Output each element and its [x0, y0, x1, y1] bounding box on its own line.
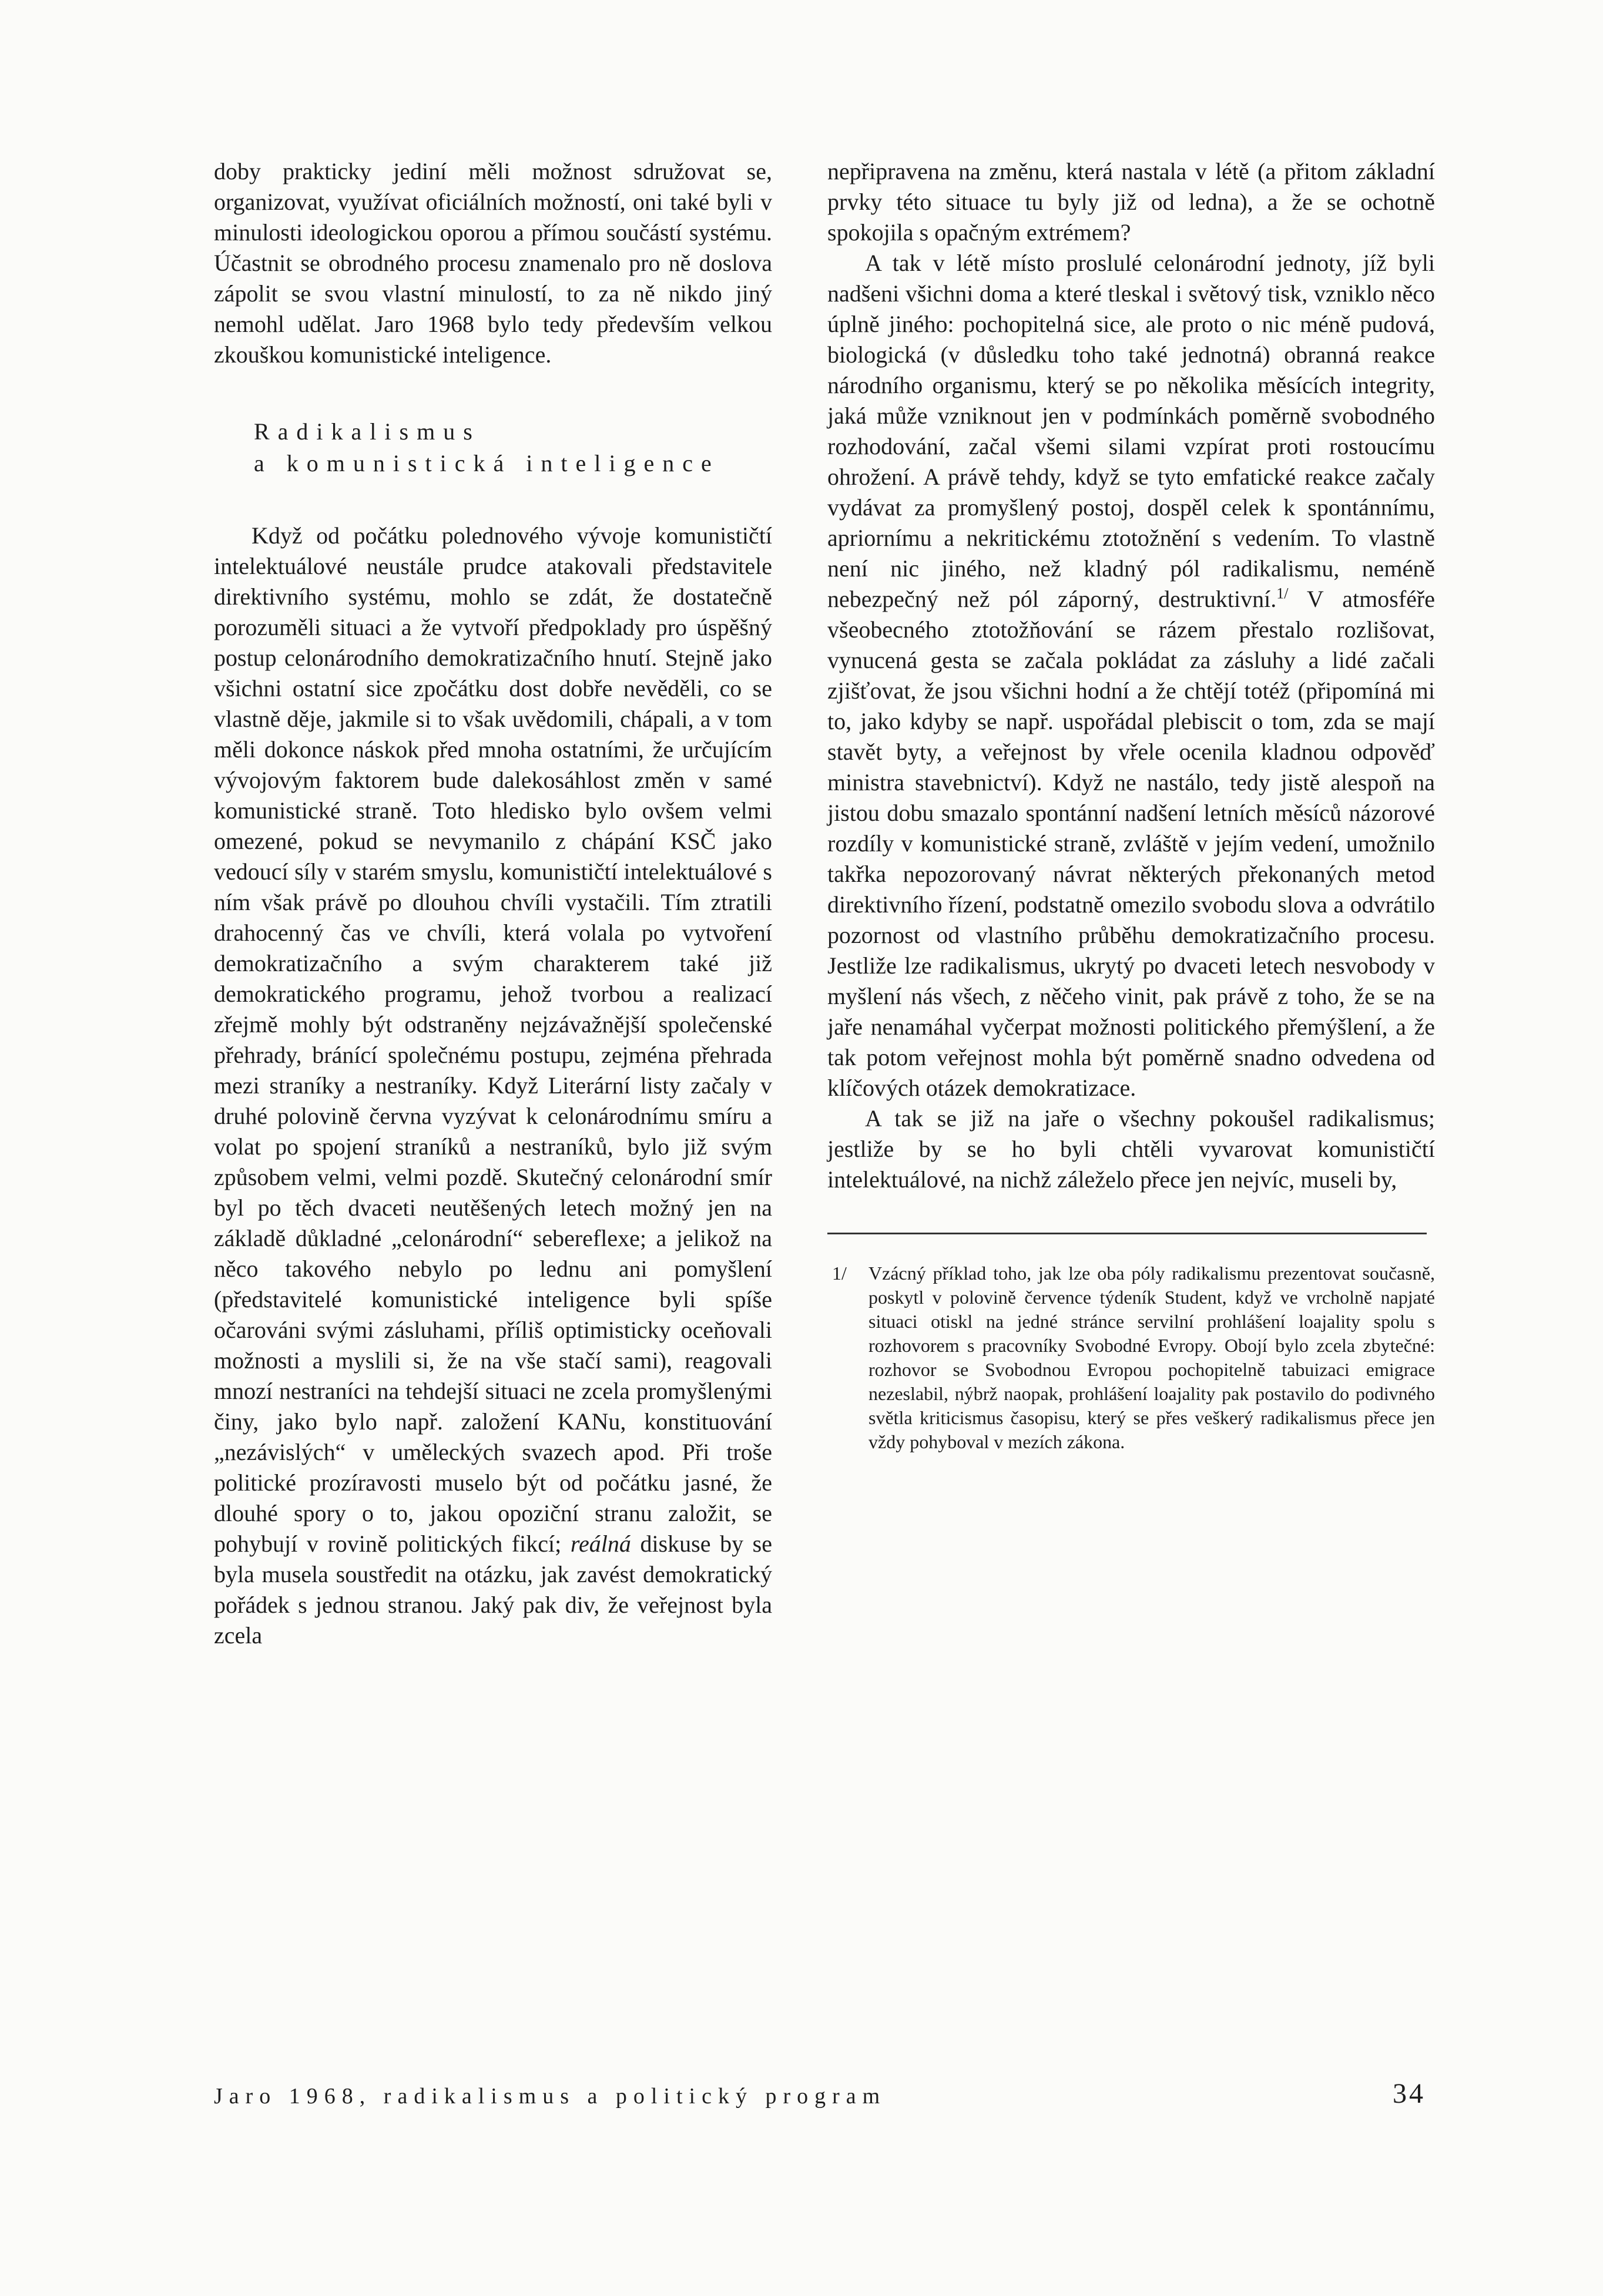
- section-heading-line-1: Radikalismus: [254, 418, 481, 445]
- section-heading-line-2: a komunistická inteligence: [254, 450, 720, 476]
- right-paragraph-2a: A tak v létě místo proslulé celonárodní jednoty, jíž byli nadšeni všichni doma a které tleskal i světový tisk, vzniklo něco úplně jiného: pochopitelná sice, ale proto o nic méně pudová, biologická (v důsledku toho také jednotná) obranná reakce národního organismu, který se po několika měsících integrity, jaká může vzniknout jen v podmínkách poměrně svobodného rozhodování, začal všemi silami vzpírat proti rostoucímu ohrožení. A právě tehdy, když se tyto emfatické reakce začaly vydávat za promyšlený postoj, dospěl celek k spontánnímu, apriornímu a nekritickému ztotožnění s vedením. To vlastně není nic jiného, než kladný pól radikalismu, neméně nebezpečný než pól záporný, destruktivní.: [827, 250, 1435, 612]
- page-number: 34: [1393, 2078, 1426, 2109]
- left-column: [214, 156, 772, 1651]
- left-paragraph-2: [214, 521, 772, 1651]
- footnote-divider: [827, 1233, 1427, 1234]
- right-paragraph-3: A tak se již na jaře o všechny pokoušel radikalismus; jestliže by se ho byli chtěli vyvarovat komunističtí intelektuálové, na nichž záleželo přece jen nejvíc, museli by,: [827, 1105, 1435, 1193]
- right-column: [827, 156, 1435, 1454]
- running-footer-title: Jaro 1968, radikalismus a politický program: [214, 2084, 887, 2109]
- footnote-mark: 1/: [832, 1263, 847, 1284]
- left-paragraph-1: doby prakticky jediní měli možnost sdružovat se, organizovat, využívat oficiálních možností, oni také byli v minulosti ideologickou oporou a přímou součástí systému. Účastnit se obrodného procesu znamenalo pro ně doslova zápolit se svou vlastní minulostí, to za ně nikdo jiný nemohl udělat. Jaro 1968 bylo tedy především velkou zkouškou komunistické inteligence.: [214, 158, 772, 368]
- footnote-reference: 1/: [1276, 585, 1289, 602]
- left-paragraph-2-tail: diskuse by se byla musela soustředit na otázku, jak zavést demokratický pořádek s jednou stranou. Jaký pak div, že veřejnost byla zcela: [214, 1530, 773, 1649]
- left-paragraph-2-italic: reálná: [570, 1530, 631, 1557]
- footnote-text: Vzácný příklad toho, jak lze oba póly radikalismu prezentovat současně, poskytl v polovině července týdeník Student, když ve vrcholně napjaté situaci otiskl na jedné stránce servilní prohlášení loajality spolu s rozhovorem s pracovníky Svobodné Evropy. Obojí bylo zcela zbytečné: rozhovor se Svobodnou Evropou pochopitelně tabuizaci emigrace nezeslabil, nýbrž naopak, prohlášení loajality pak postavilo do podivného světla kriticismus časopisu, který se přes veškerý radikalismus přece jen vždy pohyboval v mezích zákona.: [868, 1263, 1435, 1452]
- right-paragraph-2: [827, 248, 1435, 1103]
- section-heading: [254, 416, 772, 479]
- left-paragraph-2-text: Když od počátku polednového vývoje komunističtí intelektuálové neustále prudce atakovali představitele direktivního systému, mohlo se zdát, že dostatečně porozuměli situaci a že vytvoří předpoklady pro úspěšný postup celonárodního demokratizačního hnutí. Stejně jako všichni ostatní sice zpočátku dost dobře nevěděli, co se vlastně děje, jakmile si to však uvědomili, chápali, a v tom měli dokonce náskok před mnoha ostatními, že určujícím vývojovým faktorem bude dalekosáhlost změn v samé komunistické straně. Toto hledisko bylo ovšem velmi omezené, pokud se nevymanilo z chápání KSČ jako vedoucí síly v starém smyslu, komunističtí intelektuálové s ním však právě po dlouhou chvíli vystačili. Tím ztratili drahocenný čas ve chvíli, která volala po vytvoření demokratizačního a svým charakterem také již demokratického programu, jehož tvorbou a realizací zřejmě mohly být odstraněny nejzávažnější společenské přehrady, bránící společnému postupu, zejména přehrada mezi straníky a nestraníky. Když Literární listy začaly v druhé polovině června vyzývat k celonárodnímu smíru a volat po spojení straníků a nestraníků, bylo již svým způsobem velmi, velmi pozdě. Skutečný celonárodní smír byl po těch dvaceti neutěšených letech možný jen na základě důkladné „celonárodní“ sebereflexe; a jelikož na něco takového nebylo po lednu ani pomyšlení (představitelé komunistické inteligence byli spíše očarováni svými zásluhami, příliš optimisticky oceňovali možnosti a myslili si, že na vše stačí sami), reagovali mnozí nestraníci na tehdejší situaci ne zcela promyšlenými činy, jako bylo např. založení KANu, konstituování „nezávislých“ v uměleckých svazech apod. Při troše politické prozíravosti muselo být od počátku jasné, že dlouhé spory o to, jakou opoziční stranu založit, se pohybují v rovině politických fikcí;: [214, 522, 772, 1557]
- footnote: [827, 1261, 1435, 1454]
- right-paragraph-1: nepřipravena na změnu, která nastala v létě (a přitom základní prvky této situace tu byly již od ledna), a že se ochotně spokojila s opačným extrémem?: [827, 158, 1435, 246]
- right-paragraph-2b: V atmosféře všeobecného ztotožňování se rázem přestalo rozlišovat, vynucená gesta se začala pokládat za zásluhy a lidé začali zjišťovat, že jsou všichni hodní a že chtějí totéž (připomíná mi to, jako kdyby se např. uspořádal plebiscit o tom, zda se mají stavět byty, a veřejnost by vřele ocenila kladnou odpověď ministra stavebnictví). Když ne nastálo, tedy jistě alespoň na jistou dobu smazalo spontánní nadšení letních měsíců názorové rozdíly v komunistické straně, zvláště v jejím vedení, umožnilo takřka nepozorovaný návrat některých překonaných metod direktivního řízení, podstatně omezilo svobodu slova a odvrátilo pozornost od vlastního průběhu demokratizačního procesu. Jestliže lze radikalismus, ukrytý po dvaceti letech nesvobody v myšlení nás všech, z něčeho vinit, pak právě z toho, že se na jaře nenamáhal vyčerpat možnosti politického přemýšlení, a že tak potom veřejnost mohla být poměrně snadno odvedena od klíčových otázek demokratizace.: [827, 586, 1435, 1101]
